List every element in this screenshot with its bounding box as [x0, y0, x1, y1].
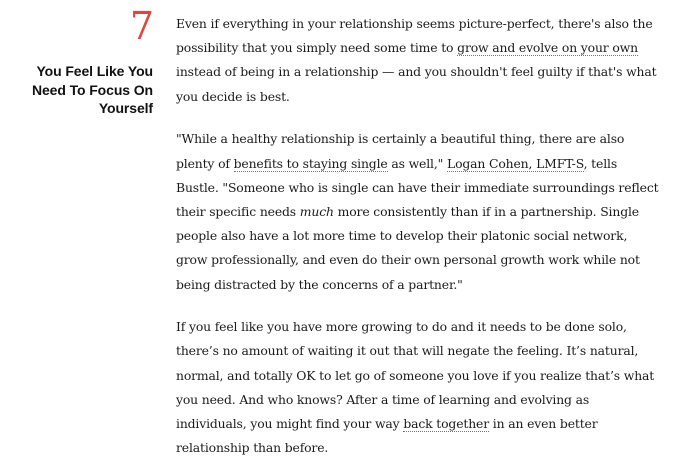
- paragraph-text: If you feel like you have more growing to do and it needs to be done solo, there’s no amount of waiting it out that will negate the feeling. It’s natural, normal, and totally OK to let go of someone you love if you realize that’s what you need. And who knows? After a time of learning and evolving as individuals, you might find your way: [176, 319, 655, 432]
- article-body: [176, 12, 662, 456]
- link-logan-cohen[interactable]: Logan Cohen, LMFT-S: [447, 155, 584, 171]
- paragraph-3: [176, 315, 662, 456]
- paragraph-2: [176, 127, 662, 296]
- paragraph-text: more consistently than if in a partnership. Single people also have a lot more time to develop their platonic social network, grow professionally, and even do their own personal growth work while not being distracted by the concerns of a partner.": [176, 203, 640, 292]
- paragraph-text: "While a healthy relationship is certainly a beautiful thing, there are also plenty of: [176, 131, 625, 171]
- link-grow-and-evolve[interactable]: grow and evolve on your own: [457, 40, 638, 56]
- paragraph-1: [176, 12, 662, 109]
- section-number: 7: [129, 4, 154, 48]
- link-benefits-of-single[interactable]: benefits to staying single: [233, 155, 388, 171]
- paragraph-text: as well,": [387, 155, 447, 171]
- emphasis-text: much: [299, 203, 334, 219]
- paragraph-text: in an even better relationship than before.: [176, 416, 598, 456]
- paragraph-text: instead of being in a relationship — and you shouldn't feel guilty if that's what you decide is best.: [176, 64, 657, 104]
- link-back-together[interactable]: back together: [403, 416, 489, 432]
- section-heading: You Feel Like You Need To Focus On Yourself: [31, 63, 153, 116]
- paragraph-text: Even if everything in your relationship seems picture-perfect, there's also the possibility that you simply need some time to: [176, 16, 653, 56]
- paragraph-text: , tells Bustle. "Someone who is single can have their immediate surroundings reflect their specific needs: [176, 155, 659, 219]
